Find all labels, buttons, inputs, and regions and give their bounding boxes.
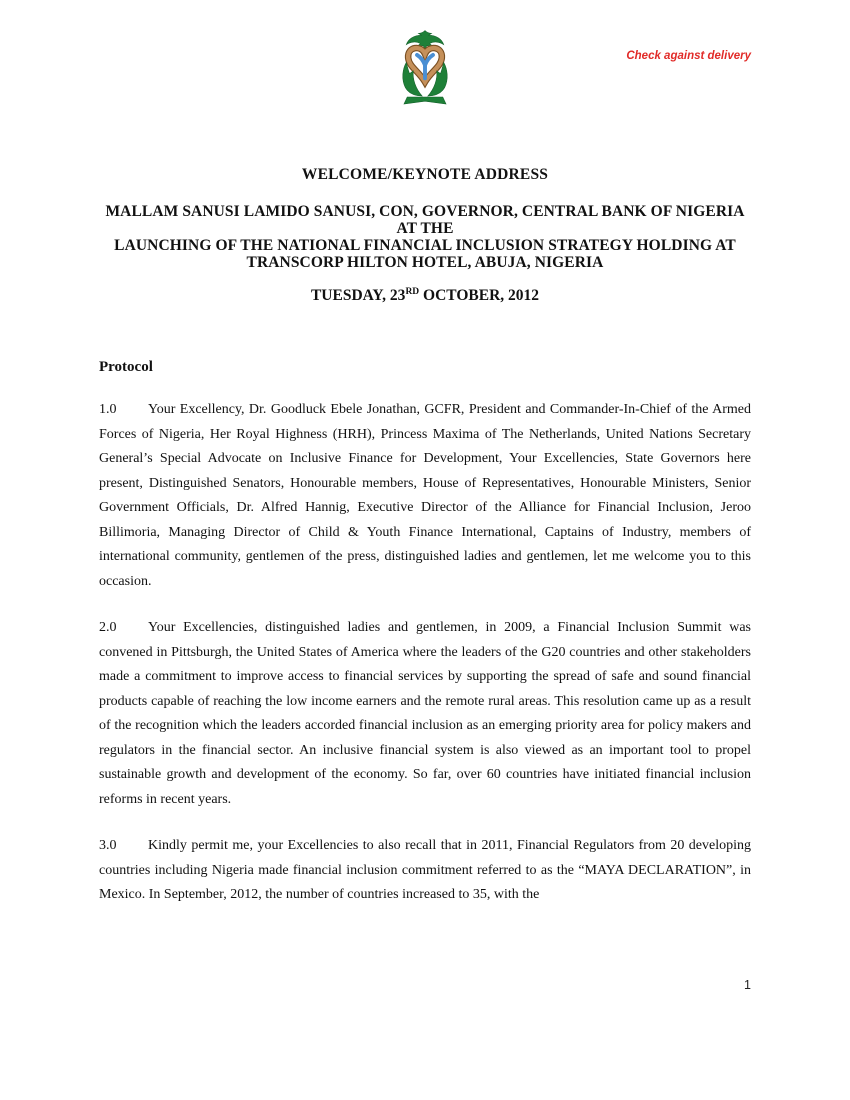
paragraph-text: Your Excellencies, distinguished ladies and gentlemen, in 2009, a Financial Inclusion Summit was convened in Pittsburgh, the United States of America where the leaders of the G20 countries and other stakeholders made a commitment to improve access to financial services by supporting the spread of safe and sound financial products capable of reaching the low income earners and the remote rural areas. This resolution came up as a result of the recognition which the leaders accorded financial inclusion as an emerging priority area for policy makers and regulators in the financial sector. An inclusive financial system is also viewed as an important tool to propel sustainable growth and development of the economy. So far, over 60 countries have initiated financial inclusion reforms in recent years.: [99, 620, 751, 807]
event-date: [99, 287, 751, 305]
check-against-delivery-note: Check against delivery: [626, 50, 751, 62]
subtitle-line: MALLAM SANUSI LAMIDO SANUSI, CON, GOVERNOR, CENTRAL BANK OF NIGERIA AT THE: [105, 203, 745, 237]
paragraph-number: 1.0: [99, 402, 117, 417]
paragraph-number: 3.0: [99, 838, 117, 853]
paragraph-text: Your Excellency, Dr. Goodluck Ebele Jonathan, GCFR, President and Commander-In-Chief of the Armed Forces of Nigeria, Her Royal Highness (HRH), Princess Maxima of The Netherlands, United Nations Secretary General’s Special Advocate on Inclusive Finance for Development, Your Excellencies, State Governors here present, Distinguished Senators, Honourable members, House of Representatives, Honourable Ministers, Senior Government Officials, Dr. Alfred Hannig, Executive Director of the Alliance for Financial Inclusion, Jeroo Billimoria, Managing Director of Child & Youth Finance International, Captains of Industry, members of international community, gentlemen of the press, distinguished ladies and gentlemen, let me welcome you to this occasion.: [99, 402, 751, 589]
protocol-heading: Protocol: [99, 359, 153, 375]
title-block: [99, 165, 751, 305]
paragraph-3: [99, 834, 751, 908]
logo-container: [0, 28, 850, 108]
paragraph-number: 2.0: [99, 620, 117, 635]
paragraph-text: Kindly permit me, your Excellencies to also recall that in 2011, Financial Regulators from 20 developing countries including Nigeria made financial inclusion commitment referred to as the “MAYA DECLARATION”, in Mexico. In September, 2012, the number of countries increased to 35, with the: [99, 838, 751, 902]
date-text-rest: OCTOBER, 2012: [419, 287, 540, 304]
page-number: 1: [744, 978, 751, 992]
paragraph-2: [99, 616, 751, 812]
subtitle-line: TRANSCORP HILTON HOTEL, ABUJA, NIGERIA: [246, 254, 604, 271]
document-body: [99, 165, 751, 908]
date-ordinal-superscript: RD: [405, 286, 420, 297]
central-bank-of-nigeria-logo-icon: [396, 28, 454, 108]
paragraph-1: [99, 398, 751, 594]
document-subtitle: [99, 203, 751, 271]
page-title: WELCOME/KEYNOTE ADDRESS: [301, 166, 549, 183]
ribbon-banner-icon: [404, 97, 446, 104]
subtitle-line: LAUNCHING OF THE NATIONAL FINANCIAL INCLUSION STRATEGY HOLDING AT: [114, 237, 736, 254]
date-text: TUESDAY, 23: [310, 287, 406, 304]
